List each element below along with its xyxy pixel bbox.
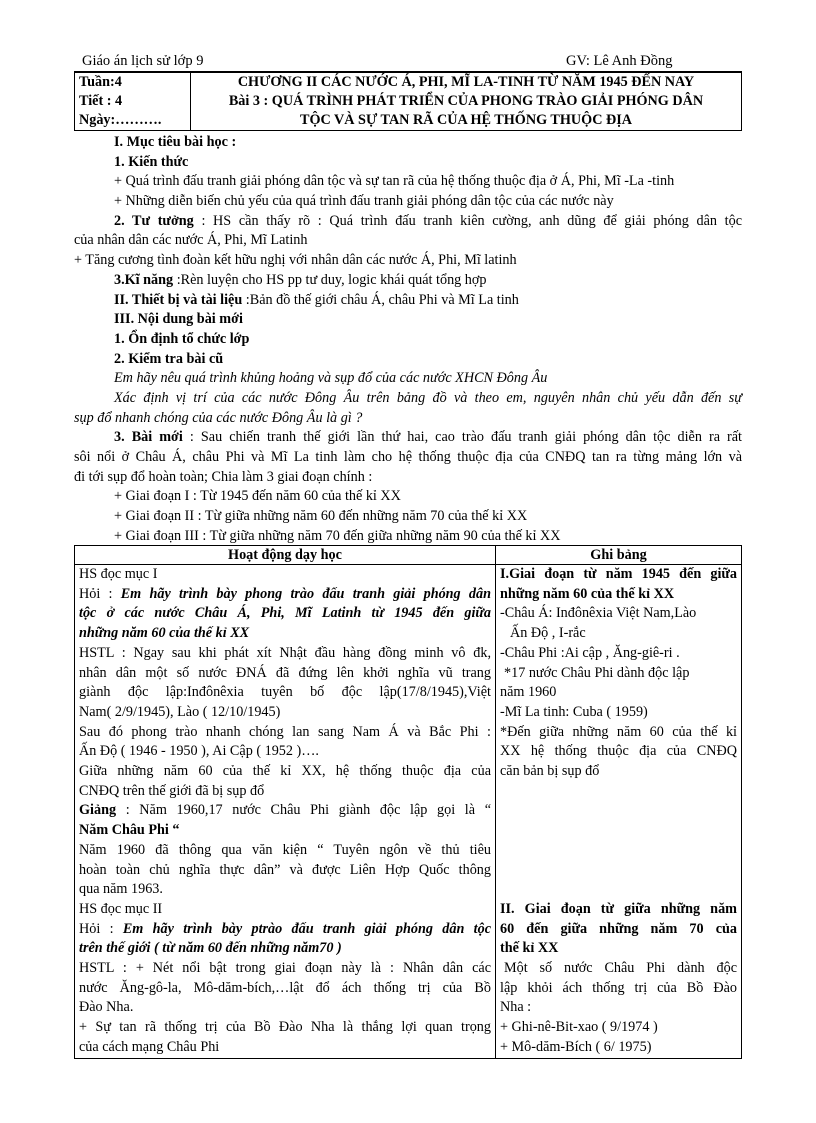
col-header-activities: Hoạt động dạy học [75,546,496,565]
review-question: sụp đổ nhanh chóng của các nước Đông Âu là gì ? [74,409,363,426]
text-line: 2. Tư tưởng : HS cần thấy rõ : Quá trình đấu tranh kiên cường, anh dũng để giải phóng dân tộc [114,212,742,229]
notes-heading: thế kỉ XX [500,940,559,957]
col-header-notes: Ghi bảng [496,546,742,565]
lesson-title-box [74,72,742,131]
week-label: Tuần:4 [79,74,122,90]
text-line: HSTL : + Nét nổi bật trong giai đoạn này là : Nhân dân các [79,960,491,977]
lesson-title-line2: TỘC VÀ SỰ TAN RÃ CỦA HỆ THỐNG THUỘC ĐỊA [299,112,632,128]
text-line: + Tăng cương tình đoàn kết hữu nghị với nhân dân các nước Á, Phi, Mĩ latinh [74,252,517,269]
lesson-title-line1: Bài 3 : QUÁ TRÌNH PHÁT TRIỂN CỦA PHONG TRÀO GIẢI PHÓNG DÂN [228,93,704,109]
text-line: Năm Châu Phi “ [79,822,180,839]
notes-heading: I.Giai đoạn từ năm 1945 đến giữa [500,566,737,582]
phase-item: + Giai đoạn II : Từ giữa những năm 60 đến những năm 70 của thế kỉ XX [114,508,528,525]
activities-cell [75,565,496,1059]
notes-cell [496,565,742,1059]
subsection-class-org: 1. Ổn định tổ chức lớp [114,330,250,347]
text-line: giành độc lập:Inđônêxia tuyên bố độc lập(17/8/1945),Việt [79,684,491,701]
text-line: 3.Kĩ năng :Rèn luyện cho HS pp tư duy, logic khái quát tổng hợp [114,271,487,288]
note-line: -Mĩ La tinh: Cuba ( 1959) [500,703,648,720]
note-line: + Mô-dăm-Bích ( 6/ 1975) [500,1038,652,1055]
text-line: HS đọc mục II [79,900,163,917]
period-label: Tiết : 4 [79,93,123,109]
note-line: Nha : [500,999,532,1016]
lesson-titles [191,73,742,131]
lesson-meta [75,73,191,131]
lesson-table [74,545,742,1059]
section-equipment: II. Thiết bị và tài liệu [114,291,243,308]
text-line: Đào Nha. [79,999,134,1016]
running-header [74,52,742,72]
subsection-skills: 3.Kĩ năng [114,271,174,288]
note-line: -Châu Á: Inđônêxia Việt Nam,Lào [500,605,697,622]
text-line: II. Thiết bị và tài liệu :Bản đồ thế giới châu Á, châu Phi và Mĩ La tinh [114,291,519,308]
section-content: III. Nội dung bài mới [114,311,243,328]
subsection-review: 2. Kiểm tra bài cũ [114,350,224,367]
note-line: XX hệ thống thuộc địa của CNĐQ [500,743,737,760]
date-label: Ngày:………. [79,112,162,128]
text-line: của cách mạng Châu Phi [79,1038,220,1055]
note-line: lập khỏi ách thống trị của Bồ Đào [500,979,737,996]
notes-heading: 60 đến giữa những năm 70 của [500,920,737,937]
phase-item: + Giai đoạn I : Từ 1945 đến năm 60 của thế kỉ XX [114,488,401,505]
text-line: HS đọc mục I [79,566,158,582]
note-line: Ấn Độ , I-rắc [510,625,586,642]
question-line: tộc ở các nước Châu Á, Phi, Mĩ Latinh từ 1945 đến giữa [79,605,491,622]
header-subject: Giáo án lịch sử lớp 9 [82,53,204,69]
subsection-new-lesson: 3. Bài mới [114,429,183,446]
note-line: căn bản bị sụp đổ [500,763,600,780]
phase-item: + Giai đoạn III : Từ giữa những năm 70 đến giữa những năm 90 của thế kỉ XX [114,527,561,544]
note-line: năm 1960 [500,684,557,701]
subsection-knowledge: 1. Kiến thức [114,153,189,170]
text-line: Năm 1960 đã thông qua văn kiện “ Tuyên ngôn về thủ tiêu [79,841,491,858]
text-line: sôi nổi ở Châu Á, châu Phi và Mĩ La tinh làm cho hệ thống thuộc địa của CNĐQ tan ra từng mảng lớn và [74,449,742,465]
lesson-body [74,133,742,546]
note-line: *Đến giữa những năm 60 của thế kỉ [500,723,737,740]
text-line: + Những diễn biến chủ yếu của quá trình đấu tranh giải phóng dân tộc của các nước này [114,193,614,210]
note-line: *17 nước Châu Phi dành độc lập [504,664,690,681]
text-line: + Quá trình đấu tranh giải phóng dân tộc và sự tan rã của hệ thống thuộc địa ở Á, Phi, Mĩ -La -tinh [114,173,675,190]
text-line: Nam( 2/9/1945), Lào ( 12/10/1945) [79,703,281,720]
note-line: Một số nước Châu Phi dành độc [504,959,737,976]
question-line: trên thế giới ( từ năm 60 đến những năm70 ) [79,940,342,957]
text-line: Giảng : Năm 1960,17 nước Châu Phi giành độc lập gọi là “ [79,802,491,819]
text-line: Ấn Độ ( 1946 - 1950 ), Ai Cập ( 1952 )…. [79,743,319,760]
notes-heading: II. Giai đoạn từ giữa những năm [500,900,737,917]
review-question: Em hãy nêu quá trình khủng hoảng và sụp đổ của các nước XHCN Đông Âu [114,370,548,387]
text-line: + Sự tan rã thống trị của Bồ Đào Nha là thắng lợi quan trọng [79,1019,491,1036]
question-line: Hỏi : Em hãy trình bày ptrào đấu tranh giải phóng dân tộc [79,920,491,937]
notes-heading: những năm 60 của thế kỉ XX [500,585,675,602]
text-line: 3. Bài mới : Sau chiến tranh thế giới lần thứ hai, cao trào đấu tranh giải phóng dân tộc diễn ra rất [114,429,742,446]
text-line: đi tới sụp đổ hoàn toàn; Chia làm 3 giai đoạn chính : [74,468,373,485]
review-question: Xác định vị trí của các nước Đông Âu trên bảng đồ và theo em, nguyên nhân chủ yếu dẫn đến sự [114,389,742,406]
text-line: nước Ăng-gô-la, Mô-dăm-bích,…lật đổ ách thống trị của Bồ [79,979,491,996]
header-teacher: GV: Lê Anh Đồng [566,53,673,69]
chapter-title: CHƯƠNG II CÁC NƯỚC Á, PHI, MĨ LA-TINH TỪ NĂM 1945 ĐẾN NAY [237,74,695,90]
question-line: Hỏi : Em hãy trình bày phong trào đấu tranh giải phóng dân [79,585,491,602]
text-line: qua năm 1963. [79,881,163,898]
text-line: nhân dân một số nước ĐNÁ đã đứng lên khởi nghĩa vũ trang [79,664,491,681]
note-line: -Châu Phi :Ai cập , Ăng-giê-ri . [500,644,680,661]
text-line: CNĐQ trên thế giới đã bị sụp đổ [79,782,265,799]
text-line: HSTL : Ngay sau khi phát xít Nhật đầu hàng đồng minh vô đk, [79,644,491,661]
text-line: của nhân dân các nước Á, Phi, Mĩ Latinh [74,232,308,249]
subsection-attitude: 2. Tư tưởng [114,212,194,229]
text-line: hoàn toàn chủ nghĩa thực dân” và được Liên Hợp Quốc thông [79,861,491,878]
text-line: Giữa những năm 60 của thế kỉ XX, hệ thống thuộc địa của [79,763,491,780]
note-line: + Ghi-nê-Bit-xao ( 9/1974 ) [500,1019,658,1036]
section-objectives: I. Mục tiêu bài học : [114,134,237,150]
text-line: Sau đó phong trào nhanh chóng lan sang Nam Á và Bắc Phi : [79,723,491,740]
question-line: những năm 60 của thế kỉ XX [79,625,250,642]
